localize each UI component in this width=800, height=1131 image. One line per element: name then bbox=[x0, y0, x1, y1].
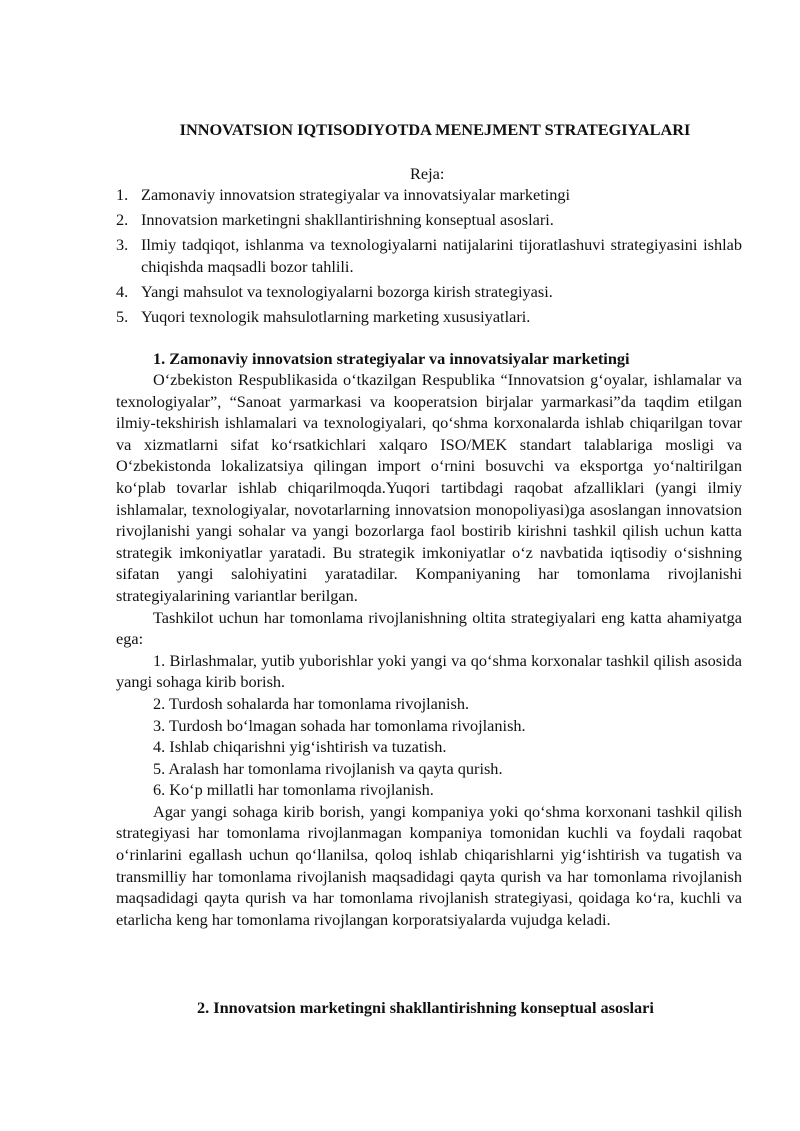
section-heading-2: 2. Innovatsion marketingni shakllantirishning konseptual asoslari bbox=[197, 998, 654, 1017]
section-heading-1: 1. Zamonaviy innovatsion strategiyalar va innovatsiyalar marketingi bbox=[153, 349, 630, 368]
section-1-body bbox=[116, 369, 742, 930]
plan-item bbox=[116, 306, 742, 328]
plan-item bbox=[116, 209, 742, 231]
paragraph: Tashkilot uchun har tomonlama rivojlanishning oltita strategiyalari eng katta ahamiyatga ega: bbox=[116, 607, 742, 649]
strategy-item: 3. Turdosh bo‘lmagan sohada har tomonlama rivojlanish. bbox=[153, 715, 526, 735]
plan-item-text: Ilmiy tadqiqot, ishlanma va texnologiyalarni natijalarini tijoratlashuvi strategiyasini ishlab chiqishda maqsadli bozor tahlili. bbox=[141, 234, 742, 276]
plan-item-number: 1. bbox=[116, 185, 129, 204]
strategy-item: 6. Ko‘p millatli har tomonlama rivojlanish. bbox=[153, 780, 434, 800]
plan-item bbox=[116, 281, 742, 303]
plan-item-number: 2. bbox=[116, 209, 129, 229]
plan-item bbox=[116, 234, 742, 277]
paragraph: O‘zbekiston Respublikasida o‘tkazilgan Respublika “Innovatsion g‘oyalar, ishlamalar va texnologiyalar”, “Sanoat yarmarkasi va kooperatsion birjalar yarmarkasi”da taqdim etilgan ilmiy-tekshirish ishlamalari va texnologiyalari, qo‘shma korxonalarda ishlab chiqarilgan tovar va xizmatlarni sifat ko‘rsatkichlari xalqaro ISO/MEK standart talablariga mosligi va O‘zbekistonda lokalizatsiya qilingan import o‘rnini bosuvchi va eksportga yo‘naltirilgan ko‘plab tovarlar ishlab chiqarilmoqda.Yuqori tartibdagi raqobat afzalliklari (yangi ilmiy ishlamalar, texnologiyalar, novotarlarning innovatsion monopoliyasi)ga asoslangan innovatsion rivojlanishi yangi sohalar va yangi bozorlarga faol bostirib kirishni tashkil qilish uchun katta strategik imkoniyatlar yaratadi. Bu strategik imkoniyatlar o‘z navbatida iqtisodiy o‘sishning sifatan yangi salohiyatini yaratadilar. Kompaniyaning har tomonlama rivojlanishi strategiyalarining variantlar berilgan. bbox=[116, 370, 742, 605]
plan-list bbox=[116, 184, 742, 331]
plan-item-number: 3. bbox=[116, 234, 129, 254]
strategy-item: 5. Aralash har tomonlama rivojlanish va qayta qurish. bbox=[153, 758, 503, 778]
strategy-item: 4. Ishlab chiqarishni yig‘ishtirish va tuzatish. bbox=[153, 737, 447, 757]
plan-label: Reja: bbox=[410, 164, 445, 183]
plan-item-number: 4. bbox=[116, 281, 129, 301]
document-title: INNOVATSION IQTISODIYOTDA MENEJMENT STRATEGIYALARI bbox=[179, 120, 691, 139]
plan-item-text: Yangi mahsulot va texnologiyalarni bozorga kirish strategiyasi. bbox=[141, 281, 553, 301]
plan-item-text: Zamonaviy innovatsion strategiyalar va innovatsiyalar marketingi bbox=[141, 185, 571, 204]
plan-item-text: Yuqori texnologik mahsulotlarning marketing xususiyatlari. bbox=[141, 306, 531, 326]
strategy-item: 1. Birlashmalar, yutib yuborishlar yoki yangi va qo‘shma korxonalar tashkil qilish asosida yangi sohaga kirib borish. bbox=[116, 650, 742, 692]
plan-item-number: 5. bbox=[116, 306, 129, 326]
plan-item-text: Innovatsion marketingni shakllantirishning konseptual asoslari. bbox=[141, 209, 554, 229]
paragraph: Agar yangi sohaga kirib borish, yangi kompaniya yoki qo‘shma korxonani tashkil qilish strategiyasi har tomonlama rivojlanmagan kompaniya tomonidan kuchli va foydali raqobat o‘rinlarini egallash uchun qo‘llanilsa, qoloq ishlab chiqarishlarni yig‘ishtirish va tugatish va transmilliy har tomonlama rivojlanish maqsadidagi qayta qurish va har tomonlama rivojlanish maqsadidagi qayta qurish va har tomonlama rivojlanish strategiyasi, qoidaga ko‘ra, kuchli va etarlicha keng har tomonlama rivojlangan korporatsiyalarda vujudga keladi. bbox=[116, 801, 742, 929]
plan-item bbox=[116, 184, 742, 206]
strategy-item: 2. Turdosh sohalarda har tomonlama rivojlanish. bbox=[153, 693, 470, 713]
